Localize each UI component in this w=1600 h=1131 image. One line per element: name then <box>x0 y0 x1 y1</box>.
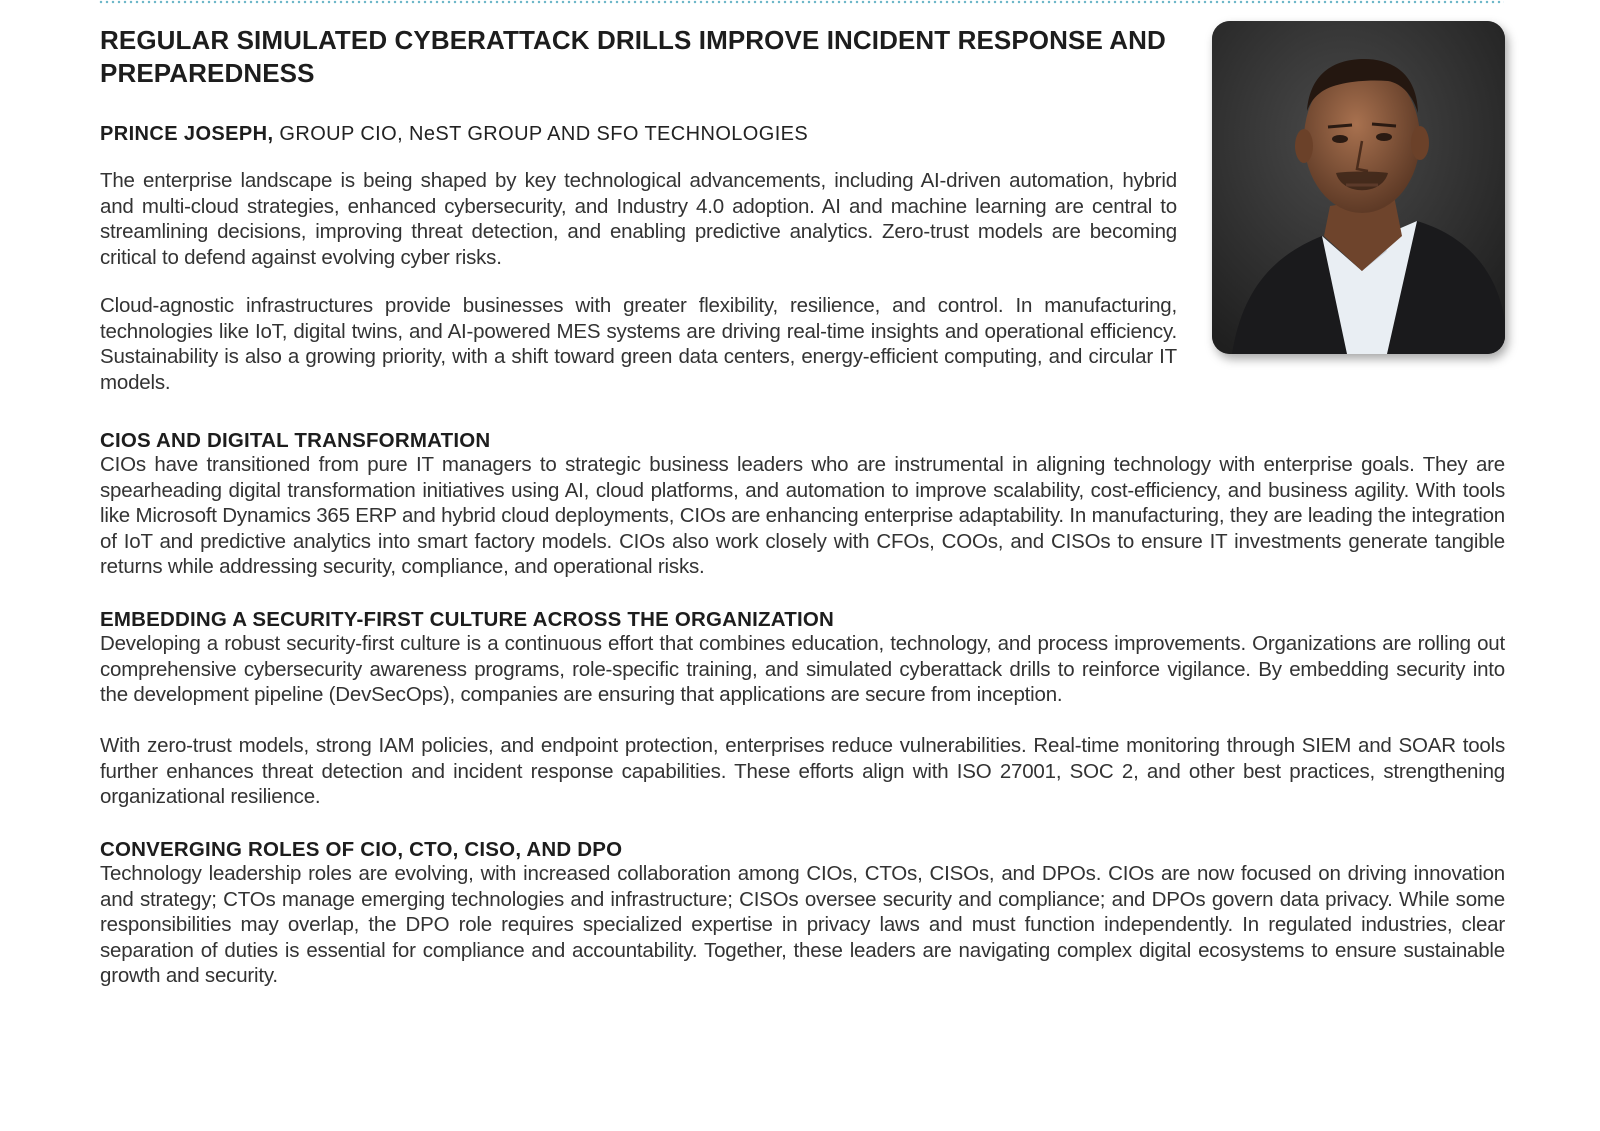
section-paragraph-security-2: With zero-trust models, strong IAM policies, and endpoint protection, enterprises reduce vulnerabilities. Real-time monitoring through SIEM and SOAR tools further enhances threat detection and incident response capabilities. These efforts align with ISO 27001, SOC 2, and other best practices, strengthening organizational resilience. <box>100 734 1505 808</box>
section-paragraph-security-1: Developing a robust security-first culture is a continuous effort that combines education, technology, and process improvements. Organizations are rolling out comprehensive cybersecurity awareness programs, role-specific training, and simulated cyberattack drills to reinforce vigilance. By embedding security into the development pipeline (DevSecOps), companies are ensuring that applications are secure from inception. <box>100 632 1505 706</box>
intro-paragraph-1: The enterprise landscape is being shaped by key technological advancements, including AI-driven automation, hybrid and multi-cloud strategies, enhanced cybersecurity, and Industry 4.0 adoption. AI and machine learning are central to streamlining decisions, improving threat detection, and enabling predictive analytics. Zero-trust models are becoming critical to defend against evolving cyber risks. <box>100 169 1177 269</box>
intro-paragraph-2: Cloud-agnostic infrastructures provide businesses with greater flexibility, resilience, and control. In manufacturing, technologies like IoT, digital twins, and AI-powered MES systems are driving real-time insights and operational efficiency. Sustainability is also a growing priority, with a shift toward green data centers, energy-efficient computing, and circular IT models. <box>100 294 1177 394</box>
section-heading-roles: CONVERGING ROLES OF CIO, CTO, CISO, AND DPO <box>100 838 623 861</box>
dotted-top-divider <box>98 0 1504 4</box>
section-paragraph-roles: Technology leadership roles are evolving, with increased collaboration among CIOs, CTOs, CISOs, and DPOs. CIOs are now focused on driving innovation and strategy; CTOs manage emerging technologies and infrastructure; CISOs oversee security and compliance; and DPOs govern data privacy. While some responsibilities may overlap, the DPO role requires specialized expertise in privacy laws and must function independently. In regulated industries, clear separation of duties is essential for compliance and accountability. Together, these leaders are navigating complex digital ecosystems to ensure sustainable growth and security. <box>100 862 1505 987</box>
section-paragraph-cios: CIOs have transitioned from pure IT managers to strategic business leaders who are instrumental in aligning technology with enterprise goals. They are spearheading digital transformation initiatives using AI, cloud platforms, and automation to improve scalability, cost-efficiency, and business agility. With tools like Microsoft Dynamics 365 ERP and hybrid cloud deployments, CIOs are enhancing enterprise adaptability. In manufacturing, they are leading the integration of IoT and predictive analytics into smart factory models. CIOs also work closely with CFOs, COOs, and CISOs to ensure IT investments generate tangible returns while addressing security, compliance, and operational risks. <box>100 453 1505 578</box>
author-byline <box>100 121 1180 147</box>
section-heading-cios: CIOS AND DIGITAL TRANSFORMATION <box>100 429 491 452</box>
article-title: REGULAR SIMULATED CYBERATTACK DRILLS IMPROVE INCIDENT RESPONSE AND PREPAREDNESS <box>100 25 1166 88</box>
author-portrait <box>1212 21 1505 354</box>
section-heading-security: EMBEDDING A SECURITY-FIRST CULTURE ACROSS THE ORGANIZATION <box>100 608 835 631</box>
author-role: GROUP CIO, NeST GROUP AND SFO TECHNOLOGIES <box>273 123 809 145</box>
author-name: PRINCE JOSEPH, <box>100 123 274 145</box>
